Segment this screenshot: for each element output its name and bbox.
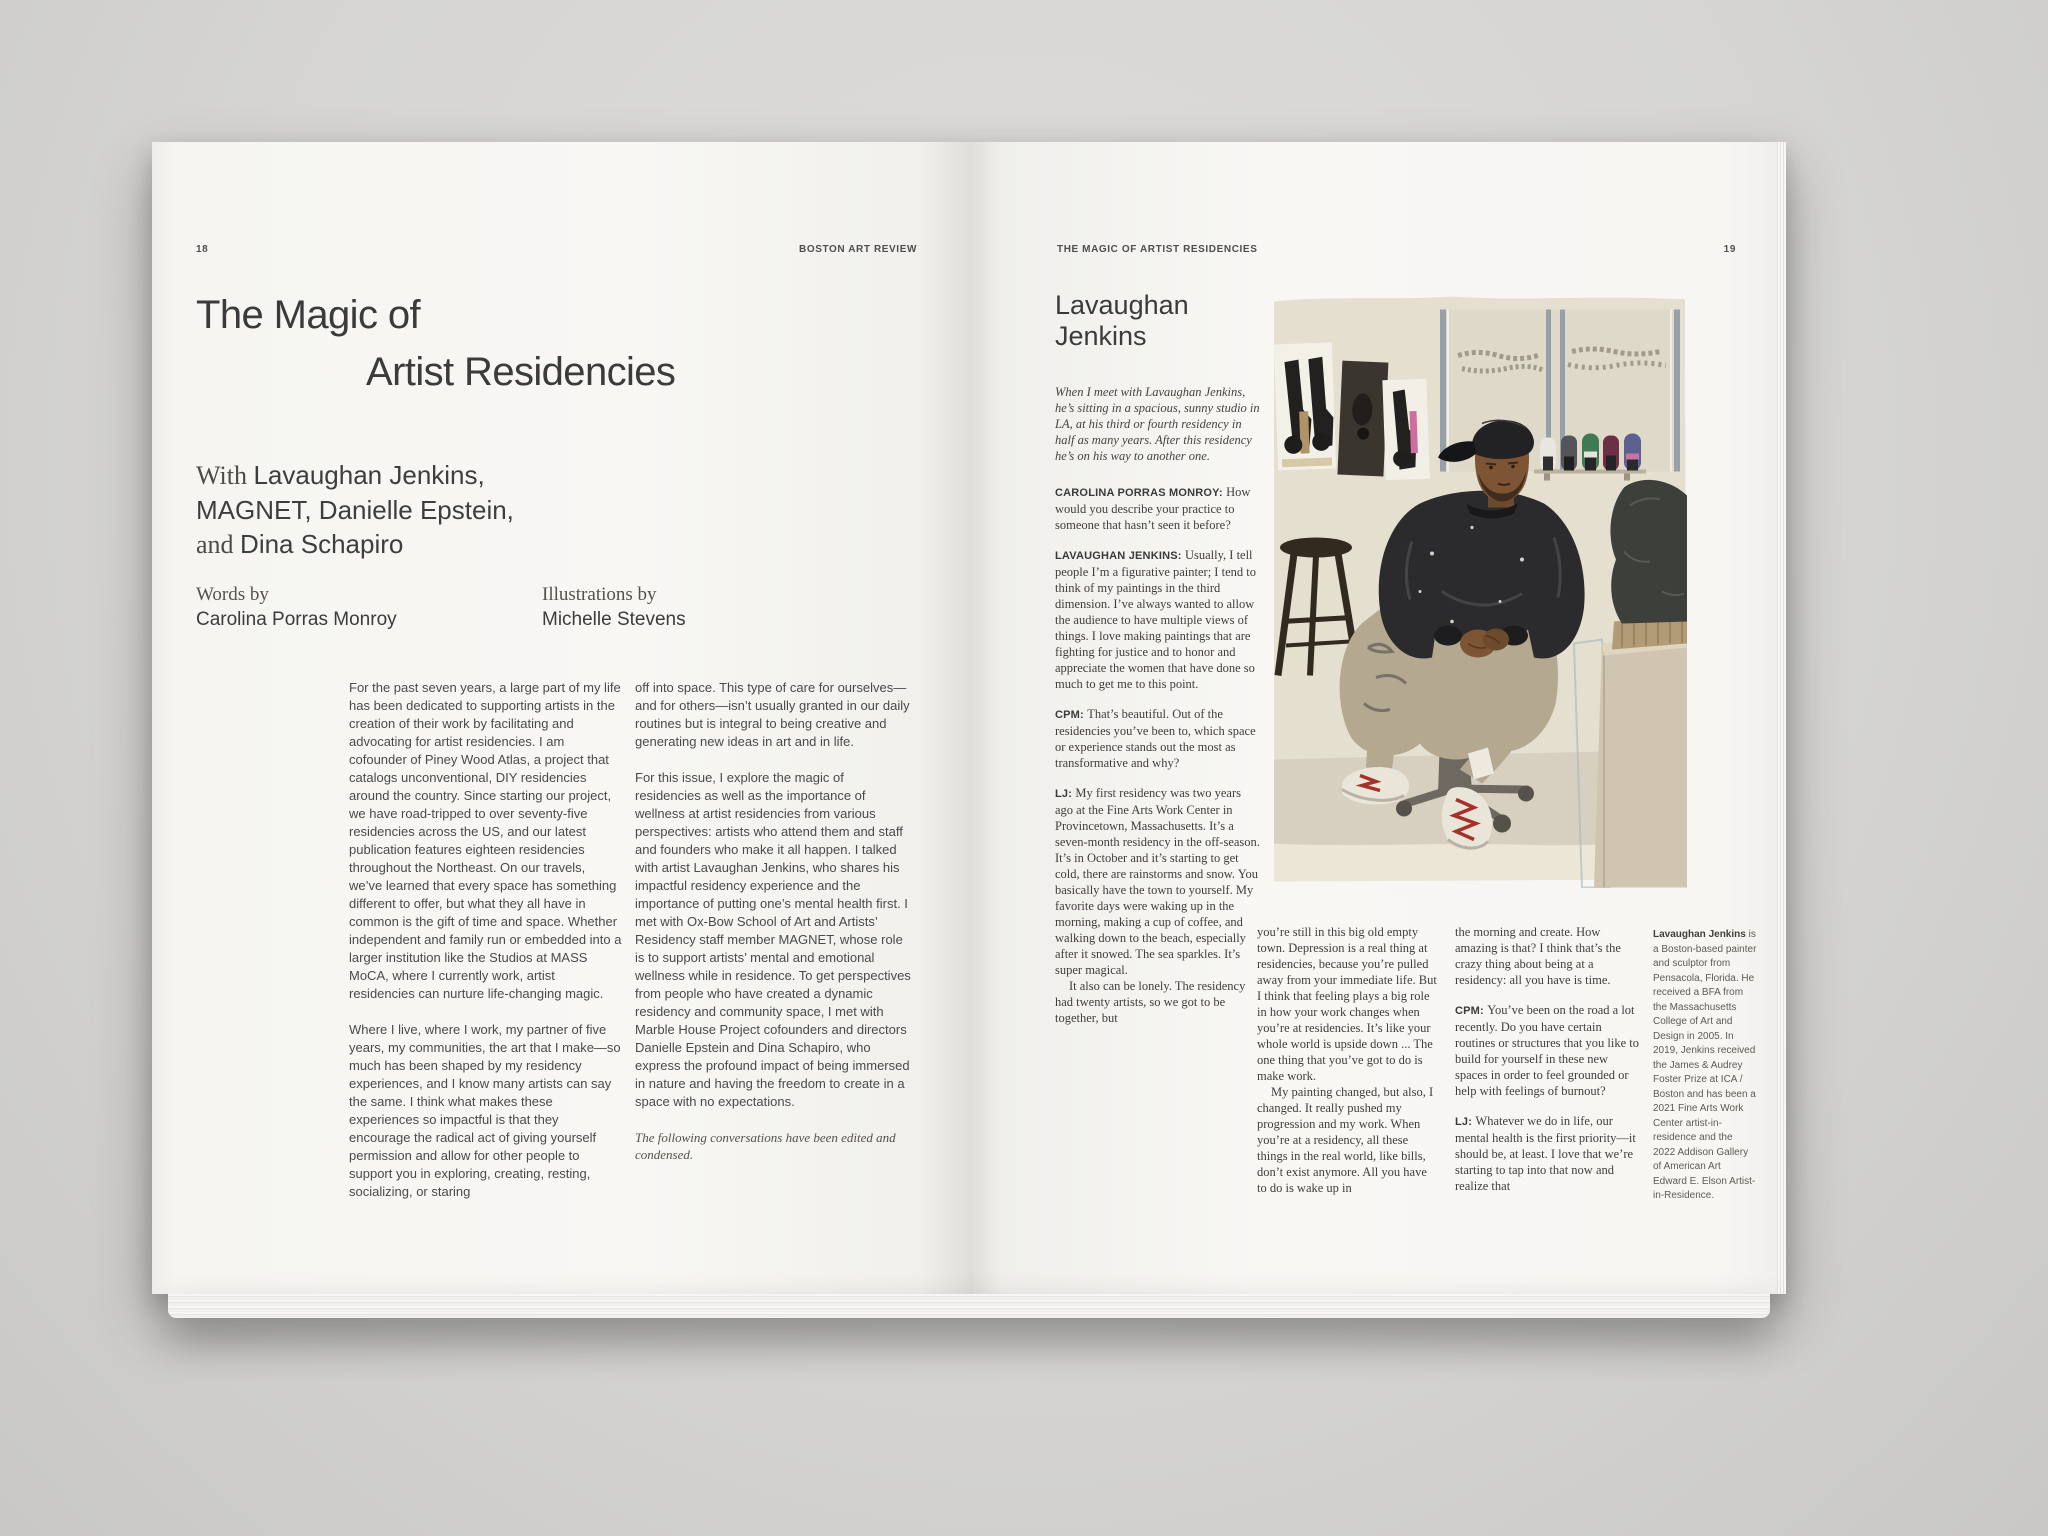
answer-block xyxy=(1455,1113,1643,1194)
question-text: That’s beautiful. Out of the residencies you’ve been to, which space or experience stands out the most as transformative and why? xyxy=(1055,707,1256,770)
running-head-left-page: BOSTON ART REVIEW xyxy=(799,244,917,255)
running-head-right-page: THE MAGIC OF ARTIST RESIDENCIES xyxy=(1057,244,1258,255)
interview-column-3 xyxy=(1455,924,1643,1208)
interview-intro: When I meet with Lavaughan Jenkins, he’s sitting in a spacious, sunny studio in LA, at his third or fourth residency in half as many years. After this residency he’s on his way to another one. xyxy=(1055,385,1260,463)
open-magazine xyxy=(152,142,1786,1294)
interview-column-1 xyxy=(1055,384,1261,1040)
subtitle-with-word: With xyxy=(196,461,254,490)
left-page xyxy=(152,142,969,1294)
question-text: You’ve been on the road a lot recently. Do you have certain routines or structures that you like to build for yourself in these new spaces in order to feel grounded or help with feelings of burnout? xyxy=(1455,1003,1639,1098)
studio-illustration xyxy=(1272,291,1687,888)
intro-column-1 xyxy=(349,679,622,1219)
answer-block xyxy=(1055,785,1261,978)
subtitle-names-3: Dina Schapiro xyxy=(240,529,404,559)
answer-paragraph: the morning and create. How amazing is that? I think that’s the crazy thing about being at a residency: all you have is time. xyxy=(1455,925,1621,987)
editors-note: The following conversations have been edited and condensed. xyxy=(635,1130,896,1162)
left-page-number: 18 xyxy=(196,244,209,255)
question-block xyxy=(1455,1002,1643,1099)
speaker-label: CPM: xyxy=(1055,709,1084,721)
page-fore-edge xyxy=(1777,142,1786,1294)
artist-bio-column xyxy=(1653,928,1757,1204)
paragraph: Where I live, where I work, my partner of five years, my communities, the art that I make—so much has been shaped by my residency experiences, and I know many artists can say the same. I think what makes these experiences so impactful is that they encourage the radical act of giving yourself permission and allow for other people to support you in exploring, creating, resting, socializing, or staring xyxy=(349,1022,621,1199)
subtitle-names-2: MAGNET, Danielle Epstein, xyxy=(196,495,514,525)
speaker-label: LAVAUGHAN JENKINS: xyxy=(1055,550,1182,562)
question-block xyxy=(1055,484,1261,533)
paragraph: off into space. This type of care for ourselves—and for others—isn’t usually granted in our daily routines but is integral to being creative and generating new ideas in art and in life. xyxy=(635,680,910,749)
illustrations-by xyxy=(542,584,896,631)
words-by-name: Carolina Porras Monroy xyxy=(196,609,397,630)
subtitle-names-1: Lavaughan Jenkins, xyxy=(253,460,485,490)
article-subtitle xyxy=(196,458,696,562)
article-title-line2: Artist Residencies xyxy=(366,350,676,394)
paragraph: For this issue, I explore the magic of residencies as well as the importance of wellness at artist residencies from various perspectives: artists who attend them and staff and founders who make it all happen. I talked with artist Lavaughan Jenkins, who shares his impactful residency experience and the importance of putting one’s mental health first. I met with Ox-Bow School of Art and Artists’ Residency staff member MAGNET, whose role is to support artists’ mental and emotional wellness while in residence. To get perspectives from people who have created a dynamic residency and community space, I met with Marble House Project cofounders and directors Danielle Epstein and Dina Schapiro, who express the profound impact of being immersed in nature and having the freedom to create in a space with no expectations. xyxy=(635,770,911,1109)
answer-paragraph: you’re still in this big old empty town. Depression is a real thing at residencies, because you’re pulled away from your immediate life. But I think that feeling plays a big role in how your work changes when you’re at residencies. It’s like your whole world is upside down ... The one thing that you’ve got to do is make work. xyxy=(1257,925,1437,1083)
answer-text: Usually, I tell people I’m a figurative painter; I tend to think of my paintings in the third dimension. I’ve always wanted to allow the audience to have multiple views of things. I love making paintings that are fighting for justice and to honor and appreciate the women that have done so much to get me to this point. xyxy=(1055,548,1256,691)
paragraph: For the past seven years, a large part of my life has been dedicated to supporting artists in the creation of their work by facilitating and advocating for artist residencies. I am cofounder of Piney Wood Atlas, a project that catalogs unconventional, DIY residencies around the country. Since starting our project, we have road-tripped to over seventy-five residencies across the US, and our latest publication features eighteen residencies throughout the Northeast. On our travels, we’ve learned that every space has something different to offer, but what they all have in common is the gift of time and space. Whether independent and family run or embedded into a larger institution like the Studios at MASS MoCA, where I currently work, artist residencies can nurture life-changing magic. xyxy=(349,680,622,1001)
answer-block xyxy=(1055,547,1261,692)
subtitle-and-word: and xyxy=(196,530,241,559)
speaker-label: CAROLINA PORRAS MONROY: xyxy=(1055,487,1223,499)
illustrations-by-name: Michelle Stevens xyxy=(542,609,686,630)
interview-column-2 xyxy=(1257,924,1437,1210)
answer-paragraph: My painting changed, but also, I changed. It really pushed my progression and my work. When you’re at a residency, all these things in the real world, like bills, don’t exist anymore. All you have to do is wake up in xyxy=(1257,1085,1434,1195)
interview-title-line1: Lavaughan xyxy=(1055,290,1189,320)
intro-column-2 xyxy=(635,679,912,1219)
words-by-label: Words by xyxy=(196,584,269,605)
question-block xyxy=(1055,706,1261,771)
page-stack-edge xyxy=(168,1294,1770,1318)
byline-block xyxy=(196,584,896,631)
right-page-number: 19 xyxy=(1723,244,1736,255)
illustrations-by-label: Illustrations by xyxy=(542,584,657,605)
answer-paragraph: It also can be lonely. The residency had twenty artists, so we got to be together, but xyxy=(1055,979,1246,1025)
artist-bio xyxy=(1653,928,1757,1204)
speaker-label: LJ: xyxy=(1455,1116,1473,1128)
question-text: How would you describe your practice to someone that hasn’t seen it before? xyxy=(1055,485,1251,532)
article-title-line1: The Magic of xyxy=(196,293,421,337)
interview-title-line2: Jenkins xyxy=(1055,321,1147,351)
intro-body xyxy=(349,679,912,1219)
artist-bio-text: is a Boston-based painter and sculptor from Pensacola, Florida. He received a BFA from the Massachusetts College of Art and Design in 2005. In 2019, Jenkins received the James & Audrey Foster Prize at ICA / Boston and has been a 2021 Fine Arts Work Center artist-in-residence and the 2022 Addison Gallery of American Art Edward E. Elson Artist-in-Residence. xyxy=(1653,929,1757,1201)
shelf-figurines xyxy=(1534,434,1646,481)
artist-bio-name: Lavaughan Jenkins xyxy=(1653,929,1746,940)
speaker-label: LJ: xyxy=(1055,788,1073,800)
answer-text: Whatever we do in life, our mental health is the first priority—it should be, at least. I love that we’re starting to tap into that now and realize that xyxy=(1455,1114,1636,1193)
answer-text: My first residency was two years ago at the Fine Arts Work Center in Provincetown, Massachusetts. It’s a seven-month residency in the off-season. It’s in October and it’s starting to get cold, there are rainstorms and snow. You basically have the town to yourself. My favorite days were waking up in the morning, making a cup of coffee, and walking down to the beach, especially after it snowed. The sea sparkles. It’s super magical. xyxy=(1055,786,1260,977)
right-page xyxy=(969,142,1786,1294)
interview-title xyxy=(1055,290,1189,352)
speaker-label: CPM: xyxy=(1455,1005,1484,1017)
words-by xyxy=(196,584,542,631)
